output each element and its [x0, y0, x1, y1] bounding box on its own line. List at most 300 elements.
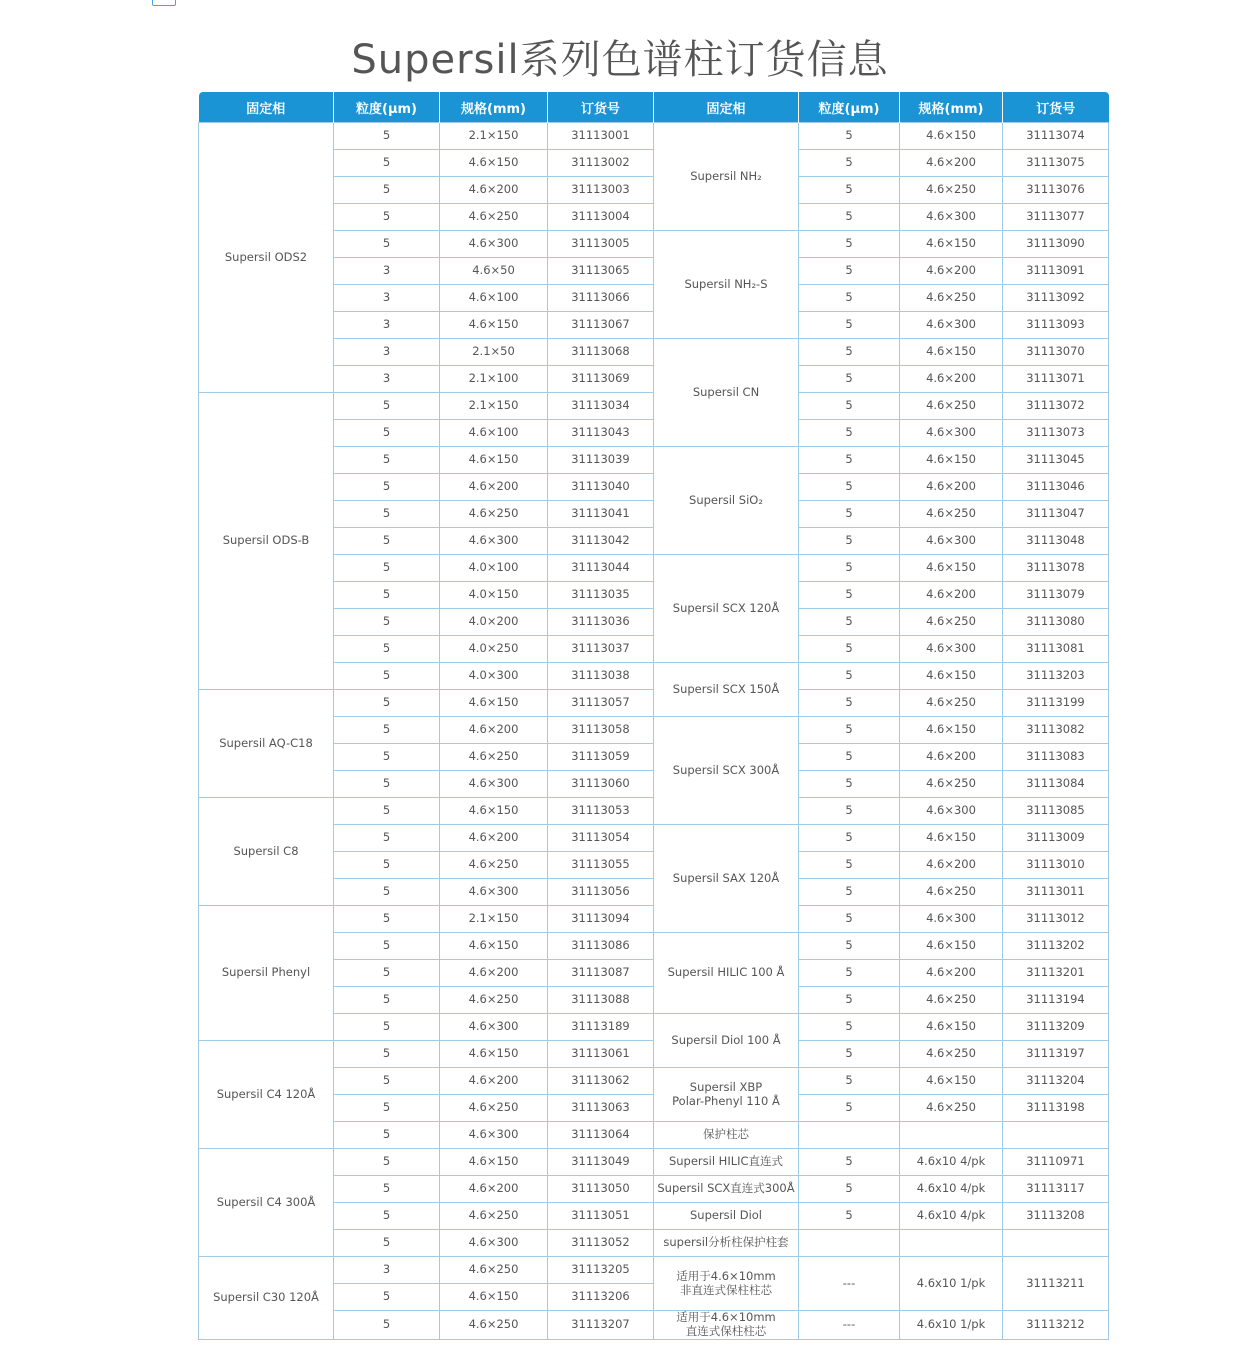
order-number-cell-right: 31113045: [1003, 447, 1109, 474]
dimension-cell-right: 4.6×150: [900, 717, 1003, 744]
order-number-cell: 31113086: [548, 933, 654, 960]
order-number-cell: 31113207: [548, 1311, 654, 1340]
particle-size-cell-right: 5: [799, 798, 900, 825]
order-number-cell: 31113050: [548, 1176, 654, 1203]
particle-size-cell-right: 5: [799, 852, 900, 879]
order-number-cell-right: 31113198: [1003, 1095, 1109, 1122]
dimension-cell-right: 4.6×200: [900, 852, 1003, 879]
dimension-cell-right: [900, 1230, 1003, 1257]
order-number-cell: 31113035: [548, 582, 654, 609]
order-number-cell: 31113094: [548, 906, 654, 933]
particle-size-cell-right: 5: [799, 879, 900, 906]
dimension-cell: 4.6×100: [440, 420, 548, 447]
phase-cell-right: Supersil SiO₂: [654, 447, 799, 555]
phase-cell-right: Supersil Diol: [654, 1203, 799, 1230]
dimension-cell: 4.0×200: [440, 609, 548, 636]
dimension-cell: 4.6×250: [440, 1203, 548, 1230]
dimension-cell-right: 4.6×250: [900, 690, 1003, 717]
order-number-cell-right: 31113080: [1003, 609, 1109, 636]
particle-size-cell-right: 5: [799, 312, 900, 339]
order-number-cell-right: 31113199: [1003, 690, 1109, 717]
header-dimension-right: 规格(mm): [900, 92, 1003, 123]
particle-size-cell: 5: [334, 231, 440, 258]
order-number-cell-right: 31113048: [1003, 528, 1109, 555]
dimension-cell-right: 4.6×300: [900, 204, 1003, 231]
particle-size-cell: 5: [334, 852, 440, 879]
dimension-cell-right: 4.6x10 4/pk: [900, 1149, 1003, 1176]
particle-size-cell: 5: [334, 933, 440, 960]
dimension-cell: 4.6×150: [440, 312, 548, 339]
order-number-cell: 31113039: [548, 447, 654, 474]
dimension-cell: 2.1×50: [440, 339, 548, 366]
dimension-cell: 4.6×200: [440, 717, 548, 744]
dimension-cell: 4.0×100: [440, 555, 548, 582]
particle-size-cell-right: 5: [799, 474, 900, 501]
order-number-cell-right: 31113083: [1003, 744, 1109, 771]
order-number-cell: 31113058: [548, 717, 654, 744]
particle-size-cell-right: 5: [799, 231, 900, 258]
particle-size-cell-right: 5: [799, 150, 900, 177]
dimension-cell: 4.6×150: [440, 150, 548, 177]
dimension-cell: 4.6×250: [440, 501, 548, 528]
particle-size-cell: 3: [334, 258, 440, 285]
particle-size-cell-right: 5: [799, 339, 900, 366]
phase-cell: Supersil C4 120Å: [199, 1041, 334, 1149]
phase-cell: Supersil ODS2: [199, 123, 334, 393]
order-number-cell: 31113038: [548, 663, 654, 690]
particle-size-cell-right: 5: [799, 204, 900, 231]
dimension-cell: 4.0×300: [440, 663, 548, 690]
particle-size-cell-right: 5: [799, 582, 900, 609]
order-number-cell: 31113061: [548, 1041, 654, 1068]
order-number-cell: 31113067: [548, 312, 654, 339]
order-number-cell-right: 31113070: [1003, 339, 1109, 366]
particle-size-cell-right: 5: [799, 177, 900, 204]
order-number-cell: 31113066: [548, 285, 654, 312]
particle-size-cell: 5: [334, 636, 440, 663]
particle-size-cell-right: 5: [799, 1203, 900, 1230]
order-number-cell: 31113054: [548, 825, 654, 852]
order-number-cell: 31113043: [548, 420, 654, 447]
particle-size-cell: 5: [334, 1149, 440, 1176]
dimension-cell: 4.6×200: [440, 960, 548, 987]
dimension-cell-right: 4.6×250: [900, 177, 1003, 204]
phase-cell-right: 保护柱芯: [654, 1122, 799, 1149]
table-row: [199, 231, 1109, 258]
order-number-cell-right: 31113202: [1003, 933, 1109, 960]
dimension-cell-right: 4.6×300: [900, 636, 1003, 663]
particle-size-cell-right: 5: [799, 717, 900, 744]
order-number-cell: 31113205: [548, 1257, 654, 1284]
particle-size-cell: 5: [334, 1311, 440, 1340]
order-number-cell: 31113037: [548, 636, 654, 663]
phase-cell-right: Supersil HILIC直连式: [654, 1149, 799, 1176]
order-number-cell-right: 31113073: [1003, 420, 1109, 447]
dimension-cell-right: 4.6x10 1/pk: [900, 1311, 1003, 1340]
order-number-cell-right: 31113079: [1003, 582, 1109, 609]
particle-size-cell: 3: [334, 339, 440, 366]
phase-cell: Supersil C4 300Å: [199, 1149, 334, 1257]
order-number-cell-right: 31113211: [1003, 1257, 1109, 1311]
particle-size-cell: 5: [334, 204, 440, 231]
order-number-cell: 31113040: [548, 474, 654, 501]
dimension-cell: 2.1×150: [440, 393, 548, 420]
dimension-cell: 4.6×150: [440, 1149, 548, 1176]
phase-cell-right: Supersil SCX 150Å: [654, 663, 799, 717]
dimension-cell-right: 4.6×300: [900, 420, 1003, 447]
particle-size-cell: 5: [334, 528, 440, 555]
dimension-cell: 4.6×250: [440, 852, 548, 879]
header-phase: 固定相: [199, 92, 334, 123]
particle-size-cell: 5: [334, 798, 440, 825]
dimension-cell-right: 4.6×150: [900, 447, 1003, 474]
order-number-cell: 31113206: [548, 1284, 654, 1311]
order-number-cell: 31113049: [548, 1149, 654, 1176]
dimension-cell-right: 4.6×150: [900, 339, 1003, 366]
order-number-cell-right: 31113093: [1003, 312, 1109, 339]
dimension-cell: 4.6×250: [440, 1095, 548, 1122]
dimension-cell: 4.6×300: [440, 771, 548, 798]
dimension-cell-right: 4.6×150: [900, 123, 1003, 150]
order-number-cell: 31113004: [548, 204, 654, 231]
order-number-cell: 31113087: [548, 960, 654, 987]
dimension-cell-right: 4.6×150: [900, 1014, 1003, 1041]
particle-size-cell: 5: [334, 825, 440, 852]
table-row: [199, 1122, 1109, 1149]
table-row: [199, 825, 1109, 852]
dimension-cell: 4.6×150: [440, 798, 548, 825]
dimension-cell: 2.1×100: [440, 366, 548, 393]
dimension-cell: 4.6×250: [440, 744, 548, 771]
order-number-cell: 31113036: [548, 609, 654, 636]
particle-size-cell: 5: [334, 1176, 440, 1203]
header-dimension: 规格(mm): [440, 92, 548, 123]
dimension-cell-right: 4.6×150: [900, 663, 1003, 690]
dimension-cell-right: 4.6x10 4/pk: [900, 1203, 1003, 1230]
particle-size-cell-right: 5: [799, 366, 900, 393]
table-row: [199, 339, 1109, 366]
table-row: [199, 1230, 1109, 1257]
dimension-cell-right: 4.6×250: [900, 501, 1003, 528]
dimension-cell-right: 4.6×300: [900, 528, 1003, 555]
particle-size-cell-right: [799, 1122, 900, 1149]
dimension-cell-right: 4.6×300: [900, 906, 1003, 933]
table-row: [199, 1014, 1109, 1041]
dimension-cell: 4.6×300: [440, 231, 548, 258]
particle-size-cell: 5: [334, 447, 440, 474]
dimension-cell-right: 4.6×250: [900, 771, 1003, 798]
order-number-cell-right: 31113204: [1003, 1068, 1109, 1095]
order-number-cell-right: 31113077: [1003, 204, 1109, 231]
phase-cell-right: Supersil CN: [654, 339, 799, 447]
dimension-cell-right: 4.6×150: [900, 1068, 1003, 1095]
phase-cell-right: Supersil Diol 100 Å: [654, 1014, 799, 1068]
particle-size-cell: 5: [334, 1095, 440, 1122]
dimension-cell-right: 4.6×300: [900, 798, 1003, 825]
table-row: [199, 123, 1109, 150]
dimension-cell: 4.6×200: [440, 474, 548, 501]
particle-size-cell: 3: [334, 312, 440, 339]
particle-size-cell: 5: [334, 1014, 440, 1041]
order-number-cell-right: [1003, 1122, 1109, 1149]
particle-size-cell-right: 5: [799, 555, 900, 582]
order-number-cell-right: 31113092: [1003, 285, 1109, 312]
order-number-cell: 31113051: [548, 1203, 654, 1230]
particle-size-cell: 5: [334, 987, 440, 1014]
particle-size-cell-right: 5: [799, 906, 900, 933]
dimension-cell: 4.6×150: [440, 933, 548, 960]
particle-size-cell-right: ---: [799, 1257, 900, 1311]
dimension-cell: 4.6×250: [440, 1257, 548, 1284]
order-number-cell: 31113003: [548, 177, 654, 204]
dimension-cell-right: 4.6×300: [900, 312, 1003, 339]
dimension-cell-right: 4.6×250: [900, 285, 1003, 312]
header-order-number-right: 订货号: [1003, 92, 1109, 123]
particle-size-cell: 5: [334, 1068, 440, 1095]
dimension-cell: 4.0×150: [440, 582, 548, 609]
phase-cell-right: Supersil NH₂: [654, 123, 799, 231]
particle-size-cell: 5: [334, 609, 440, 636]
particle-size-cell-right: 5: [799, 123, 900, 150]
particle-size-cell-right: 5: [799, 1149, 900, 1176]
dimension-cell-right: 4.6×250: [900, 609, 1003, 636]
order-number-cell-right: 31113197: [1003, 1041, 1109, 1068]
order-number-cell-right: 31113046: [1003, 474, 1109, 501]
particle-size-cell-right: 5: [799, 1014, 900, 1041]
dimension-cell: 4.6×150: [440, 1041, 548, 1068]
dimension-cell-right: 4.6×150: [900, 555, 1003, 582]
particle-size-cell-right: 5: [799, 1041, 900, 1068]
dimension-cell-right: 4.6×200: [900, 258, 1003, 285]
particle-size-cell-right: 5: [799, 933, 900, 960]
particle-size-cell-right: 5: [799, 501, 900, 528]
order-number-cell-right: 31113117: [1003, 1176, 1109, 1203]
particle-size-cell-right: ---: [799, 1311, 900, 1340]
phase-cell: Supersil ODS-B: [199, 393, 334, 690]
dimension-cell: 4.6×300: [440, 1122, 548, 1149]
order-number-cell-right: 31113203: [1003, 663, 1109, 690]
particle-size-cell: 5: [334, 420, 440, 447]
particle-size-cell-right: 5: [799, 771, 900, 798]
phase-cell-right: Supersil SCX 120Å: [654, 555, 799, 663]
dimension-cell: 4.6×150: [440, 447, 548, 474]
order-number-cell-right: 31113212: [1003, 1311, 1109, 1340]
order-number-cell-right: 31113009: [1003, 825, 1109, 852]
particle-size-cell: 5: [334, 1041, 440, 1068]
particle-size-cell: 5: [334, 393, 440, 420]
particle-size-cell: 3: [334, 285, 440, 312]
dimension-cell: 4.6×300: [440, 879, 548, 906]
phase-cell-right: 适用于4.6×10mm 非直连式保柱柱芯: [654, 1257, 799, 1311]
particle-size-cell-right: 5: [799, 1095, 900, 1122]
order-number-cell: 31113002: [548, 150, 654, 177]
order-number-cell: 31113057: [548, 690, 654, 717]
particle-size-cell: 5: [334, 879, 440, 906]
dimension-cell-right: 4.6×200: [900, 150, 1003, 177]
particle-size-cell-right: 5: [799, 285, 900, 312]
dimension-cell-right: 4.6x10 1/pk: [900, 1257, 1003, 1311]
dimension-cell: 4.6×200: [440, 1176, 548, 1203]
dimension-cell-right: 4.6×150: [900, 825, 1003, 852]
particle-size-cell: 5: [334, 1203, 440, 1230]
particle-size-cell-right: 5: [799, 1068, 900, 1095]
particle-size-cell: 5: [334, 906, 440, 933]
dimension-cell: 2.1×150: [440, 123, 548, 150]
order-number-cell-right: 31113090: [1003, 231, 1109, 258]
particle-size-cell: 5: [334, 690, 440, 717]
particle-size-cell: 5: [334, 717, 440, 744]
particle-size-cell-right: 5: [799, 528, 900, 555]
particle-size-cell-right: 5: [799, 663, 900, 690]
order-number-cell: 31113001: [548, 123, 654, 150]
order-number-cell: 31113042: [548, 528, 654, 555]
dimension-cell: 4.0×250: [440, 636, 548, 663]
particle-size-cell-right: 5: [799, 258, 900, 285]
order-number-cell: 31113062: [548, 1068, 654, 1095]
particle-size-cell: 5: [334, 960, 440, 987]
dimension-cell-right: [900, 1122, 1003, 1149]
particle-size-cell-right: 5: [799, 420, 900, 447]
dimension-cell: 2.1×150: [440, 906, 548, 933]
phase-cell-right: Supersil XBP Polar-Phenyl 110 Å: [654, 1068, 799, 1122]
dimension-cell: 4.6×200: [440, 177, 548, 204]
order-number-cell-right: 31113011: [1003, 879, 1109, 906]
particle-size-cell: 5: [334, 555, 440, 582]
dimension-cell-right: 4.6×200: [900, 366, 1003, 393]
particle-size-cell-right: 5: [799, 609, 900, 636]
dimension-cell-right: 4.6×200: [900, 744, 1003, 771]
table-row: [199, 1176, 1109, 1203]
order-number-cell: 31113052: [548, 1230, 654, 1257]
order-number-cell: 31113065: [548, 258, 654, 285]
particle-size-cell: 5: [334, 771, 440, 798]
particle-size-cell-right: 5: [799, 690, 900, 717]
table-row: [199, 1203, 1109, 1230]
phase-cell-right: Supersil SAX 120Å: [654, 825, 799, 933]
order-number-cell: 31113056: [548, 879, 654, 906]
page-title: Supersil系列色谱柱订货信息: [351, 37, 889, 83]
particle-size-cell-right: 5: [799, 636, 900, 663]
dimension-cell-right: 4.6×250: [900, 1041, 1003, 1068]
particle-size-cell: 5: [334, 1230, 440, 1257]
header-order-number: 订货号: [548, 92, 654, 123]
order-number-cell-right: 31113072: [1003, 393, 1109, 420]
particle-size-cell: 5: [334, 501, 440, 528]
phase-cell-right: Supersil SCX直连式300Å: [654, 1176, 799, 1203]
order-number-cell-right: 31113209: [1003, 1014, 1109, 1041]
particle-size-cell: 5: [334, 663, 440, 690]
header-particle-size: 粒度(μm): [334, 92, 440, 123]
particle-size-cell-right: 5: [799, 393, 900, 420]
particle-size-cell-right: 5: [799, 744, 900, 771]
order-number-cell-right: 31113075: [1003, 150, 1109, 177]
order-number-cell: 31113055: [548, 852, 654, 879]
order-number-cell: 31113005: [548, 231, 654, 258]
table-row: [199, 1068, 1109, 1095]
phase-cell-right: Supersil HILIC 100 Å: [654, 933, 799, 1014]
order-number-cell-right: 31113091: [1003, 258, 1109, 285]
particle-size-cell: 5: [334, 177, 440, 204]
order-number-cell: 31113064: [548, 1122, 654, 1149]
dimension-cell-right: 4.6×250: [900, 879, 1003, 906]
particle-size-cell: 5: [334, 582, 440, 609]
dimension-cell-right: 4.6×200: [900, 474, 1003, 501]
order-number-cell: 31113053: [548, 798, 654, 825]
phase-cell-right: supersil分析柱保护柱套: [654, 1230, 799, 1257]
header-particle-size-right: 粒度(μm): [799, 92, 900, 123]
dimension-cell: 4.6×300: [440, 1014, 548, 1041]
dimension-cell: 4.6×150: [440, 690, 548, 717]
phase-cell: Supersil C30 120Å: [199, 1257, 334, 1340]
dimension-cell-right: 4.6×200: [900, 582, 1003, 609]
order-number-cell: 31113069: [548, 366, 654, 393]
particle-size-cell: 5: [334, 1284, 440, 1311]
order-number-cell-right: 31113085: [1003, 798, 1109, 825]
table-row: [199, 555, 1109, 582]
dimension-cell: 4.6×250: [440, 987, 548, 1014]
particle-size-cell: 5: [334, 474, 440, 501]
particle-size-cell-right: 5: [799, 825, 900, 852]
order-number-cell: 31113063: [548, 1095, 654, 1122]
order-number-cell-right: 31113012: [1003, 906, 1109, 933]
phase-cell: Supersil AQ-C18: [199, 690, 334, 798]
dimension-cell-right: 4.6x10 4/pk: [900, 1176, 1003, 1203]
table-row: [199, 1257, 1109, 1284]
table-body: [199, 123, 1109, 1340]
phase-cell-right: 适用于4.6×10mm 直连式保柱柱芯: [654, 1311, 799, 1340]
order-number-cell: 31113059: [548, 744, 654, 771]
order-number-cell: 31113034: [548, 393, 654, 420]
order-number-cell-right: 31113201: [1003, 960, 1109, 987]
order-number-cell-right: 31113074: [1003, 123, 1109, 150]
order-number-cell: 31113041: [548, 501, 654, 528]
order-number-cell: 31113088: [548, 987, 654, 1014]
dimension-cell: 4.6×100: [440, 285, 548, 312]
particle-size-cell-right: 5: [799, 447, 900, 474]
table-row: [199, 1311, 1109, 1340]
dimension-cell-right: 4.6×150: [900, 933, 1003, 960]
particle-size-cell: 5: [334, 1122, 440, 1149]
particle-size-cell: 5: [334, 150, 440, 177]
phase-cell-right: Supersil NH₂-S: [654, 231, 799, 339]
dimension-cell: 4.6×200: [440, 1068, 548, 1095]
dimension-cell-right: 4.6×150: [900, 231, 1003, 258]
dimension-cell: 4.6×50: [440, 258, 548, 285]
order-info-table: [198, 92, 1109, 1340]
dimension-cell-right: 4.6×250: [900, 1095, 1003, 1122]
table-row: [199, 717, 1109, 744]
dimension-cell-right: 4.6×250: [900, 987, 1003, 1014]
order-number-cell-right: 31113194: [1003, 987, 1109, 1014]
order-number-cell-right: 31110971: [1003, 1149, 1109, 1176]
phase-cell-right: Supersil SCX 300Å: [654, 717, 799, 825]
order-number-cell-right: [1003, 1230, 1109, 1257]
order-number-cell-right: 31113076: [1003, 177, 1109, 204]
order-number-cell-right: 31113010: [1003, 852, 1109, 879]
header-phase-right: 固定相: [654, 92, 799, 123]
order-number-cell-right: 31113071: [1003, 366, 1109, 393]
order-number-cell: 31113068: [548, 339, 654, 366]
phase-cell: Supersil Phenyl: [199, 906, 334, 1041]
particle-size-cell: 5: [334, 744, 440, 771]
dimension-cell: 4.6×300: [440, 1230, 548, 1257]
order-number-cell-right: 31113084: [1003, 771, 1109, 798]
phase-cell: Supersil C8: [199, 798, 334, 906]
particle-size-cell: 5: [334, 123, 440, 150]
order-number-cell-right: 31113082: [1003, 717, 1109, 744]
order-number-cell-right: 31113081: [1003, 636, 1109, 663]
table-row: [199, 663, 1109, 690]
